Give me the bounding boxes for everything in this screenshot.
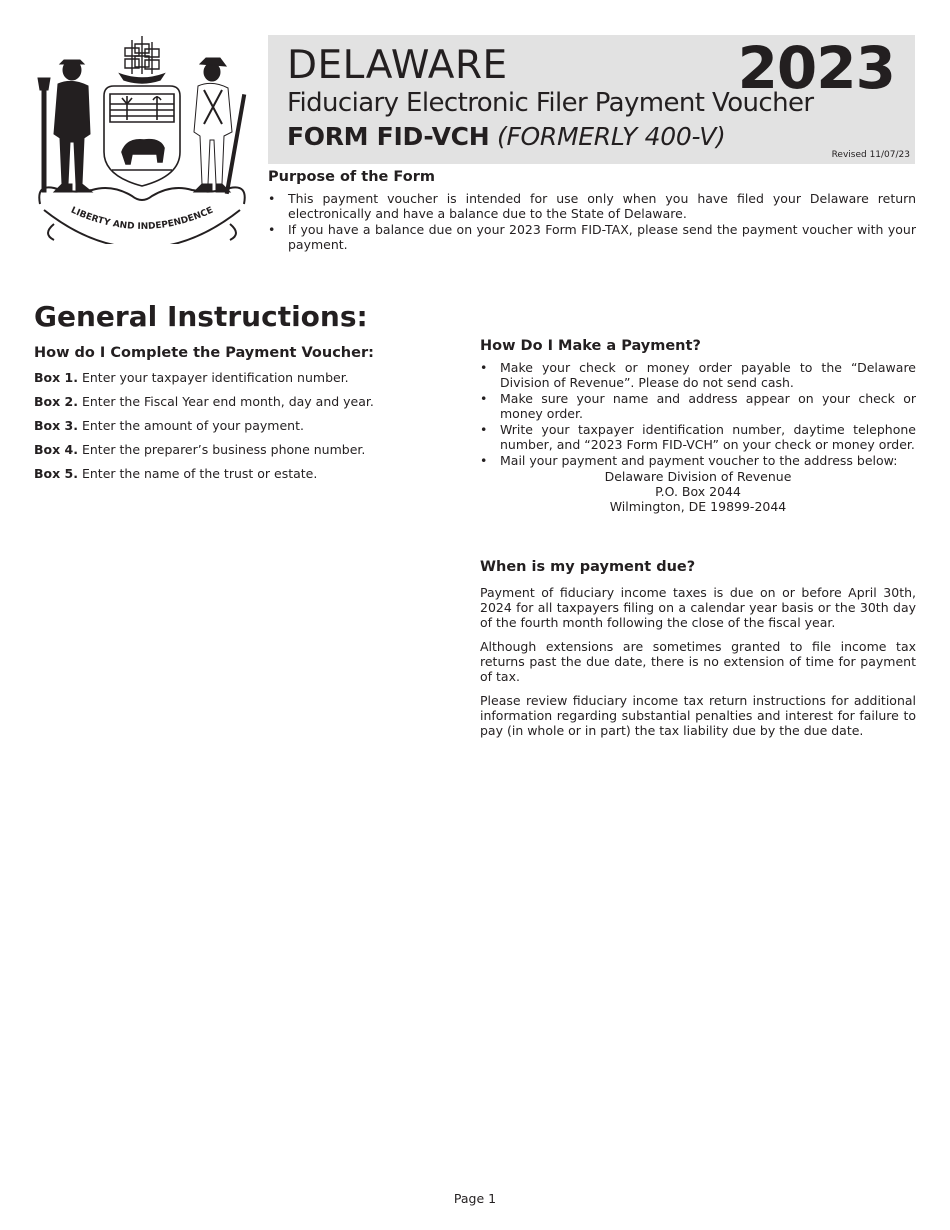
seal-motto: LIBERTY AND INDEPENDENCE <box>69 205 215 233</box>
shield-icon <box>104 86 180 186</box>
page-number: Page 1 <box>453 1191 497 1206</box>
form-number <box>287 121 725 153</box>
bullet-icon: • <box>480 453 488 468</box>
bullet-icon: • <box>268 222 276 237</box>
ship-icon <box>120 36 164 83</box>
mailing-address <box>480 469 916 514</box>
delaware-state-seal <box>32 34 252 244</box>
general-instructions-title: General Instructions: <box>34 300 368 333</box>
list-item: • Write your taxpayer identification number, daytime telephone number, and “2023 Form FID-VCH” on your check or money order. <box>480 422 916 452</box>
purpose-section <box>268 167 916 253</box>
box-instruction: Box 5. Enter the name of the trust or estate. <box>34 466 318 481</box>
box-instruction: Box 4. Enter the preparer’s business phone number. <box>34 442 366 457</box>
soldier-figure <box>194 58 246 194</box>
farmer-figure <box>38 60 92 192</box>
box-instruction: Box 3. Enter the amount of your payment. <box>34 418 304 433</box>
complete-voucher-title: How do I Complete the Payment Voucher: <box>34 345 374 361</box>
list-item: • This payment voucher is intended for use only when you have filed your Delaware return electronically and have a balance due to the State of Delaware. <box>268 191 916 221</box>
bullet-icon: • <box>268 191 276 206</box>
bullet-icon: • <box>480 391 488 406</box>
form-title: Fiduciary Electronic Filer Payment Voucher <box>287 88 814 118</box>
form-label: FORM FID-VCH <box>287 122 490 151</box>
state-name: DELAWARE <box>287 43 508 88</box>
due-paragraph: Please review fiduciary income tax return instructions for additional information regarding substantial penalties and interest for failure to pay (in whole or in part) the tax liability due by the due date. <box>480 693 916 738</box>
former-form-label: (FORMERLY 400-V) <box>497 122 726 151</box>
form-header <box>268 35 915 164</box>
address-line: P.O. Box 2044 <box>655 484 741 499</box>
address-line: Wilmington, DE 19899-2044 <box>609 499 787 514</box>
list-item: • Make your check or money order payable to the “Delaware Division of Revenue”. Please do not send cash. <box>480 360 916 390</box>
list-item: • Make sure your name and address appear on your check or money order. <box>480 391 916 421</box>
box-instruction: Box 2. Enter the Fiscal Year end month, day and year. <box>34 394 374 409</box>
bullet-icon: • <box>480 422 488 437</box>
payment-title: How Do I Make a Payment? <box>480 338 701 354</box>
list-item: • If you have a balance due on your 2023 Form FID-TAX, please send the payment voucher with your payment. <box>268 222 916 252</box>
due-paragraph: Payment of fiduciary income taxes is due on or before April 30th, 2024 for all taxpayers filing on a calendar year basis or the 30th day of the fourth month following the close of the fiscal year. <box>480 585 916 630</box>
revision-date: Revised 11/07/23 <box>831 150 910 160</box>
due-paragraph: Although extensions are sometimes granted to file income tax returns past the due date, there is no extension of time for payment of tax. <box>480 639 916 684</box>
due-date-section <box>480 557 916 747</box>
payment-list <box>480 360 916 468</box>
due-date-title: When is my payment due? <box>480 559 696 575</box>
bullet-icon: • <box>480 360 488 375</box>
list-item: • Mail your payment and payment voucher to the address below: <box>480 453 898 468</box>
payment-section <box>480 336 916 514</box>
purpose-list <box>268 191 916 252</box>
address-line: Delaware Division of Revenue <box>604 469 792 484</box>
purpose-title: Purpose of the Form <box>268 169 435 185</box>
tax-year: 2023 <box>737 34 895 102</box>
complete-voucher-section <box>34 343 434 490</box>
box-instruction: Box 1. Enter your taxpayer identification number. <box>34 370 349 385</box>
